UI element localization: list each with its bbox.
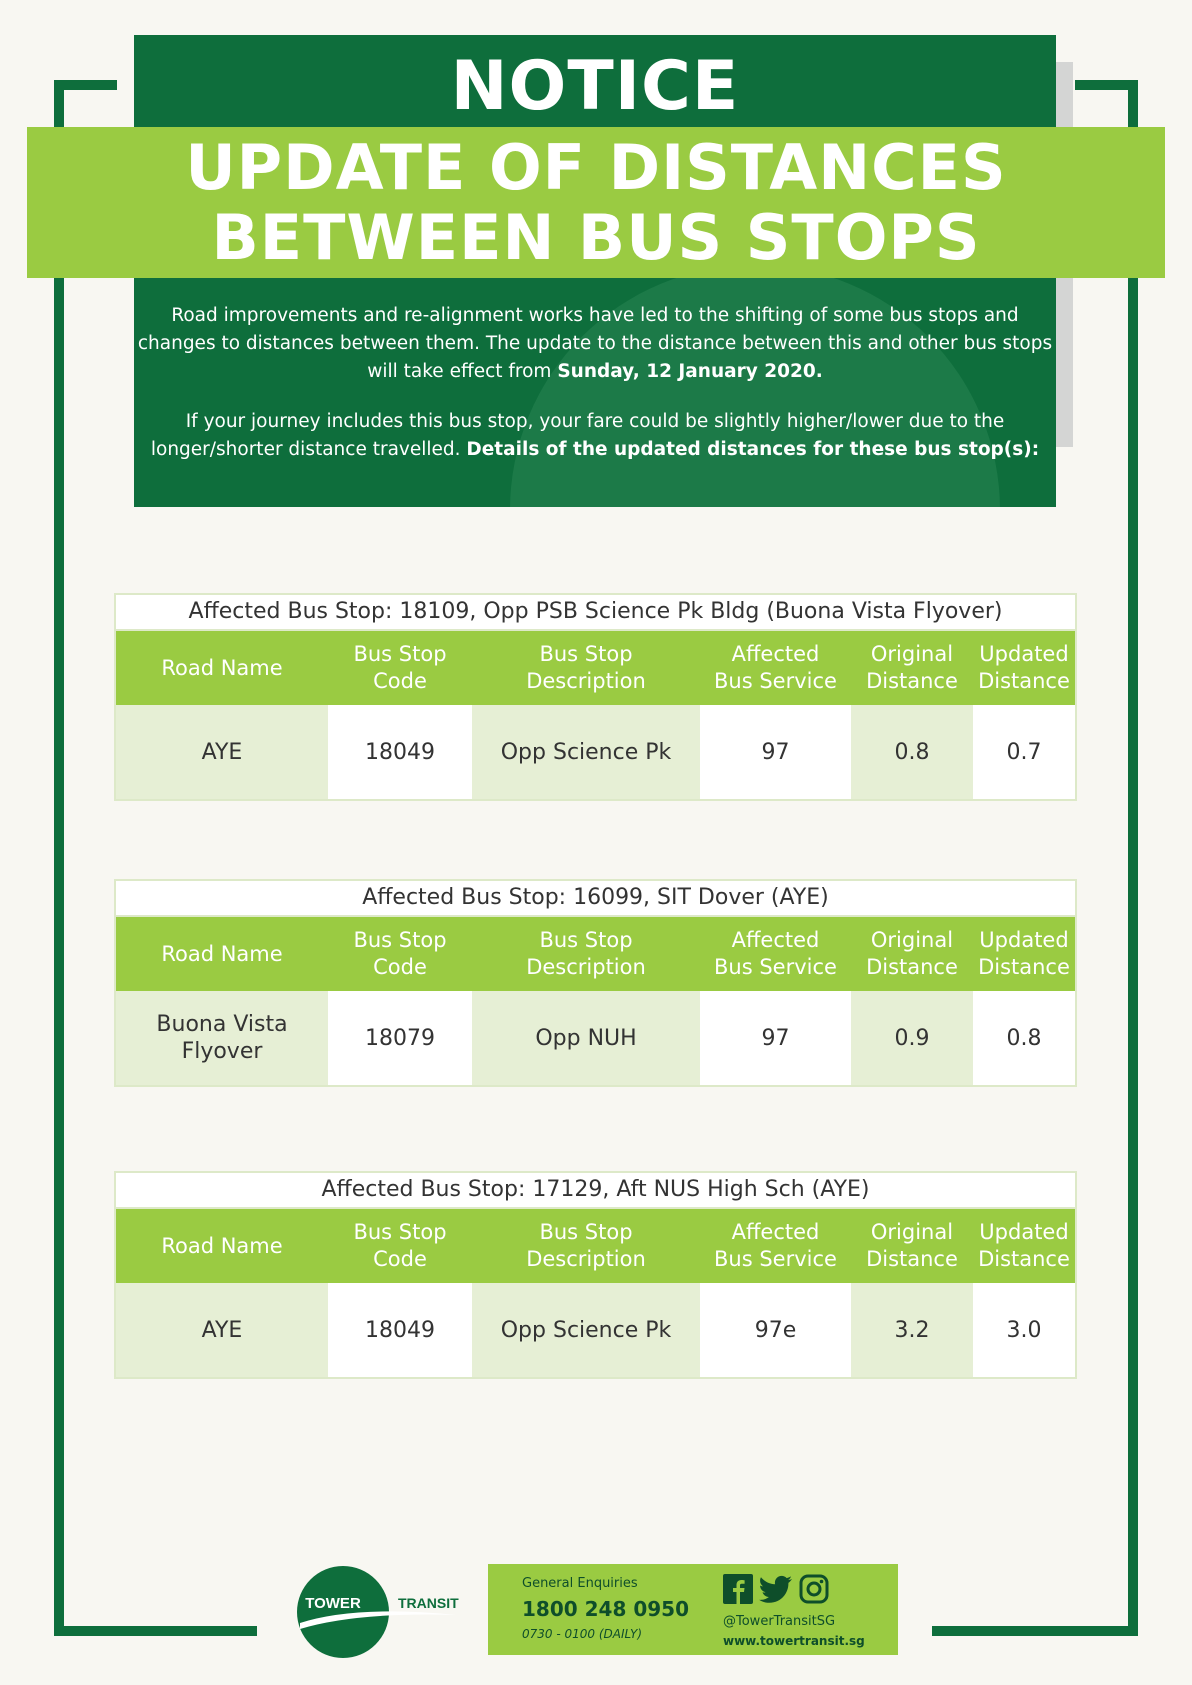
facebook-icon[interactable] (723, 1574, 753, 1604)
table-caption: Affected Bus Stop: 17129, Aft NUS High Sch (AYE) (116, 1173, 1075, 1209)
header-affected-service: Affected Bus Service (714, 642, 837, 693)
contact-panel (488, 1564, 898, 1655)
header-bus-stop-description: Bus Stop Description (526, 1220, 646, 1271)
headline-line-2: BETWEEN BUS STOPS (211, 201, 981, 274)
cell-updated-distance: 0.7 (1006, 739, 1042, 765)
header-bus-stop-description: Bus Stop Description (526, 642, 646, 693)
table-row (116, 705, 1075, 799)
frame-left-bottom (54, 1626, 257, 1636)
table-caption: Affected Bus Stop: 16099, SIT Dover (AYE) (116, 881, 1075, 917)
cell-road-name: AYE (116, 1283, 328, 1377)
intro-paragraph-2: If your journey includes this bus stop, your fare could be slightly higher/lower due to the longer/shorter distance travelled. Details of the updated distances for these bus stop(s): (150, 411, 1040, 460)
header-updated-distance: Updated Distance (978, 1220, 1070, 1271)
header-road-name: Road Name (161, 655, 283, 680)
enquiries-label: General Enquiries (522, 1576, 638, 1591)
frame-left (54, 80, 64, 1636)
website-link[interactable]: www.towertransit.sg (723, 1634, 865, 1648)
header-bus-stop-code: Bus Stop Code (353, 1220, 447, 1271)
cell-original-distance: 0.9 (851, 991, 973, 1085)
cell-original-distance: 0.8 (851, 705, 973, 799)
table-row (116, 1283, 1075, 1377)
cell-affected-service: 97 (761, 1025, 790, 1051)
cell-road-name: AYE (116, 705, 328, 799)
cell-affected-service: 97e (754, 1317, 797, 1343)
header-affected-service: Affected Bus Service (714, 1220, 837, 1271)
frame-right-bottom (932, 1626, 1138, 1636)
table-caption: Affected Bus Stop: 18109, Opp PSB Science Pk Bldg (Buona Vista Flyover) (116, 595, 1075, 631)
header-bus-stop-code: Bus Stop Code (353, 928, 447, 979)
header-updated-distance: Updated Distance (978, 928, 1070, 979)
intro-paragraph-1: Road improvements and re-alignment works have led to the shifting of some bus stops and changes to distances between them. The update to the distance between this and other bus stops will take effect from Sunday, 12 January 2020. (137, 305, 1053, 382)
instagram-icon[interactable] (799, 1574, 829, 1604)
social-icons (723, 1574, 829, 1604)
cell-bus-stop-code: 18049 (365, 739, 435, 765)
cell-affected-service: 97 (761, 739, 790, 765)
table-row (116, 991, 1075, 1085)
enquiries-phone[interactable]: 1800 248 0950 (522, 1597, 690, 1621)
cell-bus-stop-description: Opp NUH (472, 991, 700, 1085)
bus-stop-table-1 (114, 593, 1077, 801)
header-road-name: Road Name (161, 1233, 283, 1258)
effective-date: Sunday, 12 January 2020. (557, 361, 823, 382)
bus-stop-table-2 (114, 879, 1077, 1087)
header-bus-stop-code: Bus Stop Code (353, 642, 447, 693)
table-header-row (116, 1209, 1075, 1283)
cell-bus-stop-code: 18049 (365, 1317, 435, 1343)
header-original-distance: Original Distance (866, 642, 958, 693)
header-original-distance: Original Distance (866, 928, 958, 979)
header-original-distance: Original Distance (866, 1220, 958, 1271)
cell-updated-distance: 0.8 (1006, 1025, 1042, 1051)
tower-transit-logo (296, 1565, 472, 1660)
cell-original-distance: 3.2 (851, 1283, 973, 1377)
bus-stop-table-3 (114, 1171, 1077, 1379)
table-header-row (116, 917, 1075, 991)
notice-title: NOTICE (450, 47, 740, 126)
headline-line-1: UPDATE OF DISTANCES (185, 131, 1007, 204)
twitter-icon[interactable] (759, 1574, 793, 1604)
details-lead: Details of the updated distances for these bus stop(s): (466, 439, 1040, 460)
logo-word-tower: TOWER (305, 1595, 361, 1612)
cell-updated-distance: 3.0 (1006, 1317, 1042, 1343)
table-header-row (116, 631, 1075, 705)
headline-banner (27, 127, 1165, 278)
header-updated-distance: Updated Distance (978, 642, 1070, 693)
intro-text (134, 302, 1056, 486)
header-affected-service: Affected Bus Service (714, 928, 837, 979)
header-road-name: Road Name (161, 941, 283, 966)
header-bus-stop-description: Bus Stop Description (526, 928, 646, 979)
cell-bus-stop-code: 18079 (365, 1025, 435, 1051)
social-handle[interactable]: @TowerTransitSG (723, 1614, 836, 1629)
cell-road-name: Buona Vista Flyover (116, 991, 328, 1085)
frame-right (1128, 80, 1138, 1636)
enquiries-hours: 0730 - 0100 (DAILY) (522, 1627, 643, 1641)
cell-bus-stop-description: Opp Science Pk (472, 705, 700, 799)
cell-bus-stop-description: Opp Science Pk (472, 1283, 700, 1377)
logo-word-transit: TRANSIT (398, 1595, 459, 1611)
